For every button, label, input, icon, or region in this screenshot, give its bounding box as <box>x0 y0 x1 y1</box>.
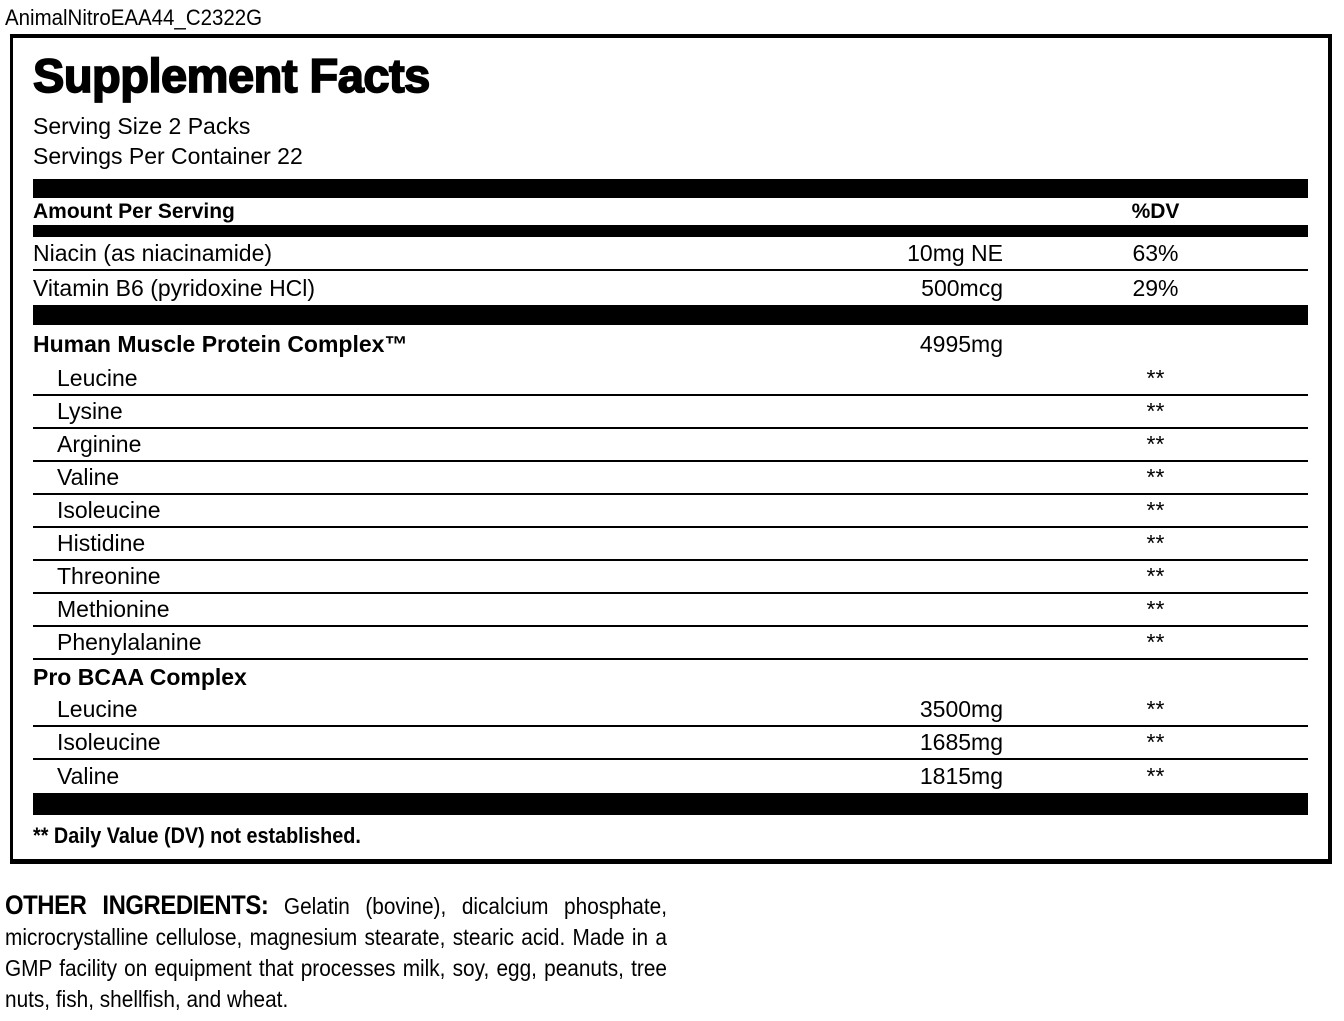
ingredient-name: Isoleucine <box>57 729 161 755</box>
ingredient-dv: ** <box>1146 629 1165 655</box>
separator-bar-thick <box>33 179 1308 198</box>
nutrient-name: Vitamin B6 (pyridoxine HCl) <box>33 274 316 301</box>
ingredient-name: Valine <box>57 763 120 789</box>
separator-bar-medium <box>33 225 1308 237</box>
ingredient-name: Arginine <box>57 431 142 457</box>
section-heading: Pro BCAA Complex <box>33 663 247 690</box>
ingredient-name: Leucine <box>57 365 138 391</box>
ingredient-row <box>33 694 1308 727</box>
column-header-row <box>33 198 1308 225</box>
file-title: AnimalNitroEAA44_C2322G <box>5 5 263 30</box>
section-heading-row <box>33 660 1308 694</box>
ingredient-amount: 3500mg <box>919 696 1003 722</box>
amount-per-serving-header: Amount Per Serving <box>33 199 235 223</box>
ingredient-dv: ** <box>1146 563 1165 589</box>
ingredient-row <box>33 627 1308 660</box>
serving-size: Serving Size 2 Packs <box>33 113 251 139</box>
other-ingredients <box>5 890 667 1015</box>
section-heading-row <box>33 325 1308 363</box>
separator-bar-thick <box>33 793 1308 815</box>
ingredient-row <box>33 429 1308 462</box>
ingredient-name: Threonine <box>57 563 161 589</box>
dv-header: %DV <box>1131 199 1180 223</box>
supplement-facts-panel <box>10 34 1332 864</box>
ingredient-name: Methionine <box>57 596 170 622</box>
ingredient-dv: ** <box>1146 464 1165 490</box>
panel-title: Supplement Facts <box>33 49 430 102</box>
ingredient-dv: ** <box>1146 497 1165 523</box>
ingredient-row <box>33 561 1308 594</box>
servings-per-container: Servings Per Container 22 <box>33 143 303 169</box>
other-ingredients-label: OTHER INGREDIENTS: <box>5 890 269 920</box>
nutrient-amount: 10mg NE <box>907 239 1003 266</box>
ingredient-row <box>33 396 1308 429</box>
ingredient-row <box>33 363 1308 396</box>
other-ingredients-text: Gelatin (bovine), dicalcium phosphate, microcrystalline cellulose, magnesium stearate, stearic acid. Made in a GMP facility on equipment that processes milk, soy, egg, peanuts, tree nuts, fish, shellfish, and wheat. <box>5 893 667 1012</box>
ingredient-amount: 1685mg <box>919 729 1003 755</box>
footnote-row <box>33 815 1308 859</box>
ingredient-name: Leucine <box>57 696 138 722</box>
ingredient-dv: ** <box>1146 729 1165 755</box>
nutrient-dv: 29% <box>1132 274 1179 301</box>
section-amount: 4995mg <box>919 330 1003 357</box>
ingredient-dv: ** <box>1146 365 1165 391</box>
ingredient-name: Valine <box>57 464 120 490</box>
ingredient-row <box>33 594 1308 627</box>
nutrient-name: Niacin (as niacinamide) <box>33 239 273 266</box>
ingredient-amount: 1815mg <box>919 763 1003 789</box>
ingredient-dv: ** <box>1146 398 1165 424</box>
ingredient-dv: ** <box>1146 431 1165 457</box>
ingredient-dv: ** <box>1146 696 1165 722</box>
ingredient-dv: ** <box>1146 530 1165 556</box>
ingredient-name: Histidine <box>57 530 146 556</box>
separator-bar-thick <box>33 305 1308 325</box>
nutrient-amount: 500mcg <box>921 274 1003 301</box>
ingredient-row <box>33 462 1308 495</box>
ingredient-dv: ** <box>1146 763 1165 789</box>
ingredient-row <box>33 760 1308 793</box>
ingredient-row <box>33 727 1308 760</box>
nutrient-row <box>33 271 1308 305</box>
ingredient-row <box>33 528 1308 561</box>
ingredient-name: Phenylalanine <box>57 629 202 655</box>
nutrient-dv: 63% <box>1132 239 1179 266</box>
ingredient-name: Isoleucine <box>57 497 161 523</box>
footnote: ** Daily Value (DV) not established. <box>33 823 361 848</box>
section-heading: Human Muscle Protein Complex™ <box>33 330 408 357</box>
nutrient-row <box>33 237 1308 271</box>
ingredient-name: Lysine <box>57 398 123 424</box>
ingredient-row <box>33 495 1308 528</box>
ingredient-dv: ** <box>1146 596 1165 622</box>
